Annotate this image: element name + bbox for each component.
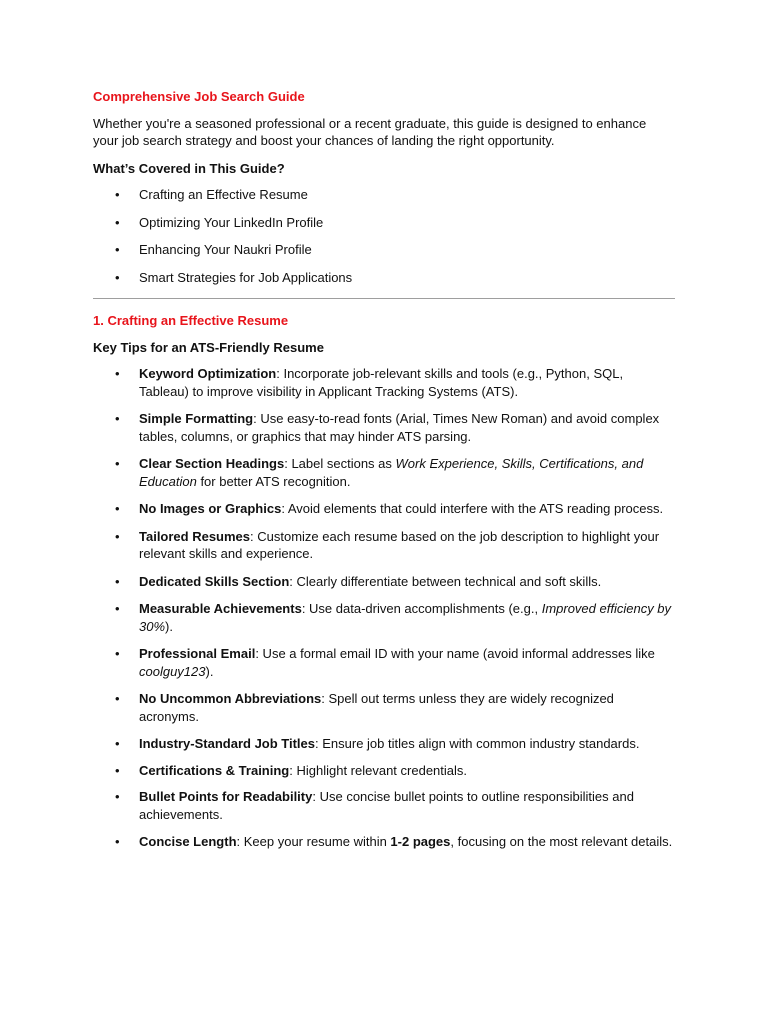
bullet-icon: • [115,187,120,202]
bullet-icon: • [115,834,120,849]
tip-text: : Use a formal email ID with your name (avoid informal addresses like [255,646,655,661]
bullet-icon: • [115,456,120,471]
bullet-icon: • [115,601,120,616]
tip-term: Clear Section Headings [139,456,285,471]
bullet-icon: • [115,646,120,661]
tip-emphasis: Improved efficiency by 30% [139,601,672,634]
list-item [93,573,675,591]
tip-text: : Use data-driven accomplishments (e.g., [301,601,542,616]
tip-term: Measurable Achievements [139,601,302,616]
bullet-icon: • [115,736,120,751]
list-item [93,690,675,725]
tip-text: : Spell out terms unless they are widely recognized acronyms. [139,691,614,724]
tip-text: : Incorporate job-relevant skills and tools (e.g., Python, SQL, Tableau) to improve visibility in Applicant Tracking Systems (ATS). [139,366,624,399]
bullet-icon: • [115,501,120,516]
section-subheading: Key Tips for an ATS-Friendly Resume [93,339,324,355]
list-item [93,788,675,823]
bullet-icon: • [115,573,120,589]
tip-emphasis: coolguy123 [139,663,206,679]
list-item [93,645,675,680]
list-item-text: Enhancing Your Naukri Profile [139,242,312,257]
list-item [93,455,675,490]
tip-text: : Clearly differentiate between technical and soft skills. [289,573,602,589]
bullet-icon: • [115,269,120,285]
tip-text: : Keep your resume within [236,834,391,849]
bullet-icon: • [115,242,120,257]
bullet-icon: • [115,762,120,778]
tip-term: Dedicated Skills Section [139,573,290,589]
bullet-icon: • [115,366,120,381]
tip-text: : Label sections as [284,456,396,471]
bullet-icon: • [115,528,120,544]
tip-term: Tailored Resumes [139,528,251,544]
list-item-text: Optimizing Your LinkedIn Profile [139,214,324,230]
tip-text: : Use concise bullet points to outline responsibilities and achievements. [139,789,634,822]
list-item [93,410,675,445]
list-item [93,762,675,780]
tip-text: : Use easy-to-read fonts (Arial, Times New Roman) and avoid complex tables, columns, or graphics that may hinder ATS parsing. [139,411,660,444]
tip-text: : Highlight relevant credentials. [289,762,468,778]
tip-term: Simple Formatting [139,411,254,426]
tip-text: : Avoid elements that could interfere with the ATS reading process. [281,501,664,516]
tip-term: Professional Email [139,646,256,661]
bullet-icon: • [115,789,120,804]
bullet-icon: • [115,214,120,230]
tip-term: Certifications & Training [139,762,290,778]
list-item [93,269,675,287]
tips-list [93,365,675,851]
tip-term: No Uncommon Abbreviations [139,691,322,706]
intro-paragraph: Whether you're a seasoned professional or a recent graduate, this guide is designed to enhance your job search strategy and boost your chances of landing the right opportunity. [93,115,647,148]
tip-text: : Ensure job titles align with common industry standards. [315,736,640,751]
tip-text: , focusing on the most relevant details. [450,834,673,849]
bullet-icon: • [115,411,120,426]
list-item-text: Crafting an Effective Resume [139,187,308,202]
tip-emphasis: Work Experience, Skills, Certifications, and Education [139,456,644,489]
list-item [93,241,675,259]
list-item [93,214,675,232]
tip-term: Industry-Standard Job Titles [139,736,316,751]
section-divider [93,298,675,299]
tip-term: Bullet Points for Readability [139,789,313,804]
tip-text: for better ATS recognition. [196,473,351,489]
covered-heading: What’s Covered in This Guide? [93,160,285,176]
tip-text: : Customize each resume based on the job description to highlight your relevant skills and experience. [139,528,660,561]
tip-term: Concise Length [139,834,237,849]
tip-term: No Images or Graphics [139,501,282,516]
section-heading: 1. Crafting an Effective Resume [93,313,289,328]
tip-term: Keyword Optimization [139,366,277,381]
list-item [93,833,675,851]
list-item [93,365,675,400]
tip-text: ). [165,618,173,634]
list-item [93,735,675,753]
tip-text: ). [205,663,214,679]
guide-title: Comprehensive Job Search Guide [93,89,305,104]
list-item [93,528,675,563]
list-item-text: Smart Strategies for Job Applications [139,269,353,285]
list-item [93,500,675,518]
bullet-icon: • [115,691,120,706]
covered-list [93,186,675,286]
list-item [93,186,675,204]
list-item [93,600,675,635]
tip-strong: 1-2 pages [390,834,451,849]
